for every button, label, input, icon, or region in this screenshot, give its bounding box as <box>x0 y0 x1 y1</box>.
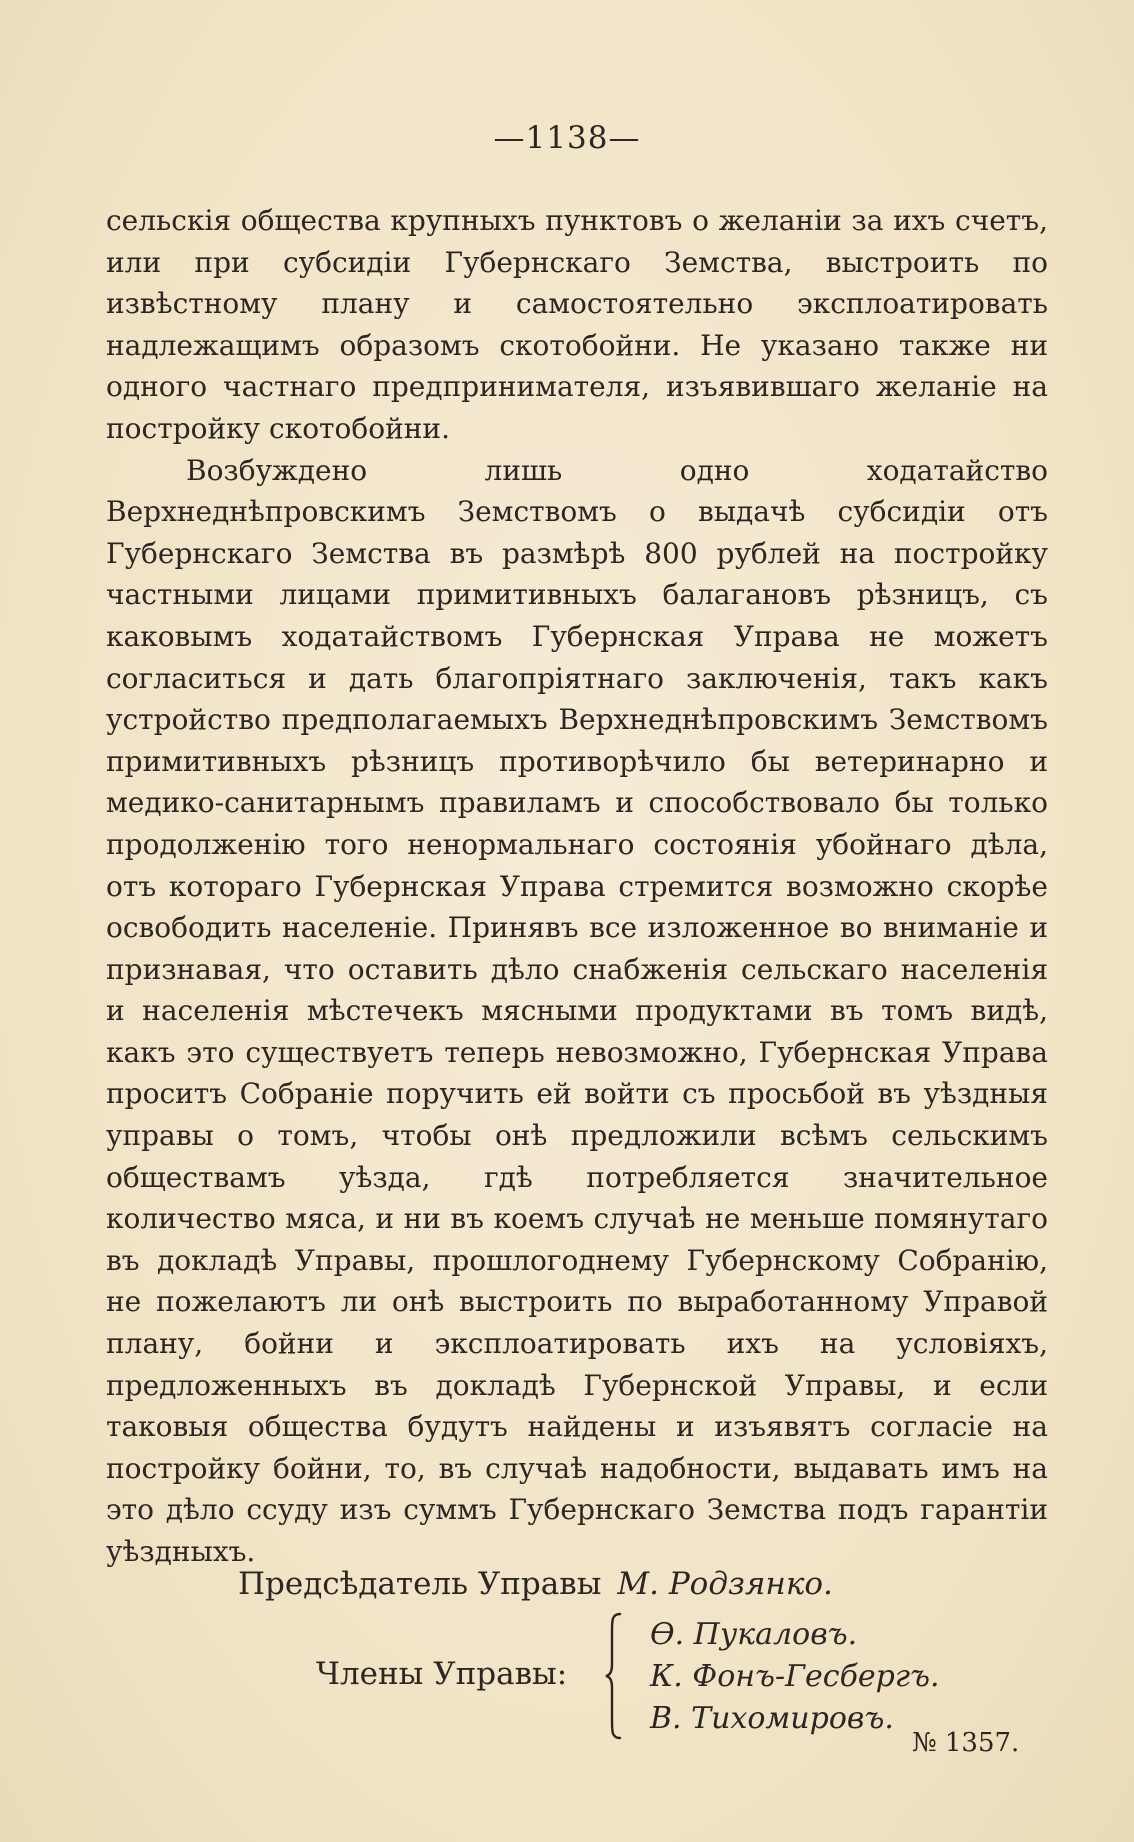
chairman-role: Предсѣдатель Управы <box>238 1566 602 1602</box>
member-name: В. Тихомировъ. <box>650 1701 894 1736</box>
curly-brace-icon <box>604 1612 622 1740</box>
chairman-name: М. Родзянко. <box>617 1566 833 1602</box>
member-name: К. Фонъ-Гесбергъ. <box>650 1659 940 1694</box>
member-names <box>650 1614 940 1740</box>
document-number: № 1357. <box>912 1728 1020 1758</box>
chairman-signature <box>238 1566 833 1602</box>
paragraph-continuation: сельскія общества крупныхъ пунктовъ о желаніи за ихъ счетъ, или при субсидіи Губернскаго Земства, выстроить по извѣстному плану и самостоятельно эксплоатировать надлежащимъ образомъ скотобойни. Не указано также ни одного частнаго предпринимателя, изъявившаго желаніе на постройку скотобойни. <box>106 204 1048 445</box>
member-name: Ѳ. Пукаловъ. <box>650 1617 858 1652</box>
body-text <box>106 200 1048 1573</box>
members-label: Члены Управы: <box>316 1656 568 1692</box>
page-number: —1138— <box>493 120 641 156</box>
paragraph-main: Возбуждено лишь одно ходатайство Верхнеднѣпровскимъ Земствомъ о выдачѣ субсидіи отъ Губернскаго Земства въ размѣрѣ 800 рублей на постройку частными лицами примитивныхъ балагановъ рѣзницъ, съ каковымъ ходатайствомъ Губернская Управа не можетъ согласиться и дать благопріятнаго заключенія, такъ какъ устройство предполагаемыхъ Верхнеднѣпровскимъ Земствомъ примитивныхъ рѣзницъ противорѣчило бы ветеринарно и медико-санитарнымъ правиламъ и способствовало бы только продолженію того ненормальнаго состоянія убойнаго дѣла, отъ котораго Губернская Управа стремится возможно скорѣе освободить населеніе. Принявъ все изложенное во вниманіе и признавая, что оставить дѣло снабженія сельскаго населенія и населенія мѣстечекъ мясными продуктами въ томъ видѣ, какъ это существуетъ теперь невозможно, Губернская Управа проситъ Собраніе поручить ей войти съ просьбой въ уѣздныя управы о томъ, чтобы онѣ предложили всѣмъ сельскимъ обществамъ уѣзда, гдѣ потребляется значительное количество мяса, и ни въ коемъ случаѣ не меньше помянутаго въ докладѣ Управы, прошлогоднему Губернскому Собранію, не пожелаютъ ли онѣ выстроить по выработанному Управой плану, бойни и эксплоатировать ихъ на условіяхъ, предложенныхъ въ докладѣ Губернской Управы, и если таковыя общества будутъ найдены и изъявятъ согласіе на постройку бойни, то, въ случаѣ надобности, выдавать имъ на это дѣло ссуду изъ суммъ Губернскаго Земства подъ гарантіи уѣздныхъ. <box>106 453 1048 1568</box>
